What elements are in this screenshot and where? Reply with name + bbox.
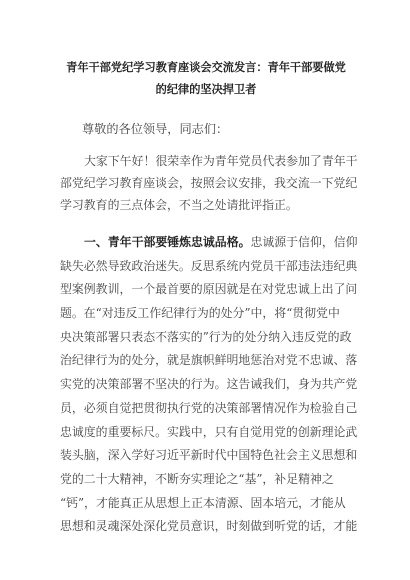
paragraph-line: 忠诚度的重要标尺。实践中，只有自觉用党的创新理论武 [60, 424, 358, 439]
paragraph-line: 治纪律行为的处分，就是旗帜鲜明地惩治对党不忠诚、落 [60, 353, 358, 368]
document-title [34, 57, 378, 101]
section-1-paragraph [60, 231, 358, 539]
title-line: 青年干部党纪学习教育座谈会交流发言：青年干部要做党 [66, 61, 346, 74]
paragraph-line: 部党纪学习教育座谈会，按照会议安排，我交流一下党纪 [60, 176, 358, 190]
paragraph-line: 党的二十大精神，不断夯实理论之“基”，补足精神之 [60, 471, 334, 486]
section-text: 忠诚源于信仰，信仰 [250, 235, 358, 249]
paragraph-line: 题。在“对违反工作纪律行为的处分”中，将“贯彻党中 [60, 306, 340, 321]
paragraph-line: 思想和灵魂深处深化党员意识，时刻做到听党的话，才能 [60, 519, 358, 534]
paragraph-line: 央决策部署只表态不落实的”行为的处分纳入违反党的政 [60, 329, 352, 344]
paragraph-line [60, 231, 358, 255]
paragraph-line: 大家下午好！很荣幸作为青年党员代表参加了青年干 [84, 154, 358, 168]
paragraph-line: 缺失必然导致政治迷失。反思系统内党员干部违法违纪典 [60, 258, 358, 273]
salutation: 尊敬的各位领导，同志们： [82, 122, 229, 136]
paragraph-line: 装头脑，深入学好习近平新时代中国特色社会主义思想和 [60, 448, 358, 463]
paragraph-line: 学习教育的三点体会，不当之处请批评指正。 [60, 198, 298, 212]
paragraph-line: 员，必须自觉把贯彻执行党的决策部署情况作为检验自己 [60, 400, 358, 415]
paragraph-line: 型案例教训，一个最首要的原因就是在对党忠诚上出了问 [60, 282, 358, 297]
intro-paragraph [60, 150, 358, 216]
title-line: 的纪律的坚决捍卫者 [155, 83, 257, 96]
section-heading: 一、青年干部要锤炼忠诚品格。 [84, 235, 251, 249]
paragraph-line: 实党的决策部署不坚决的行为。这告诫我们，身为共产党 [60, 377, 358, 392]
paragraph-line: “钙”，才能真正从思想上正本清源、固本培元，才能从 [60, 495, 346, 510]
